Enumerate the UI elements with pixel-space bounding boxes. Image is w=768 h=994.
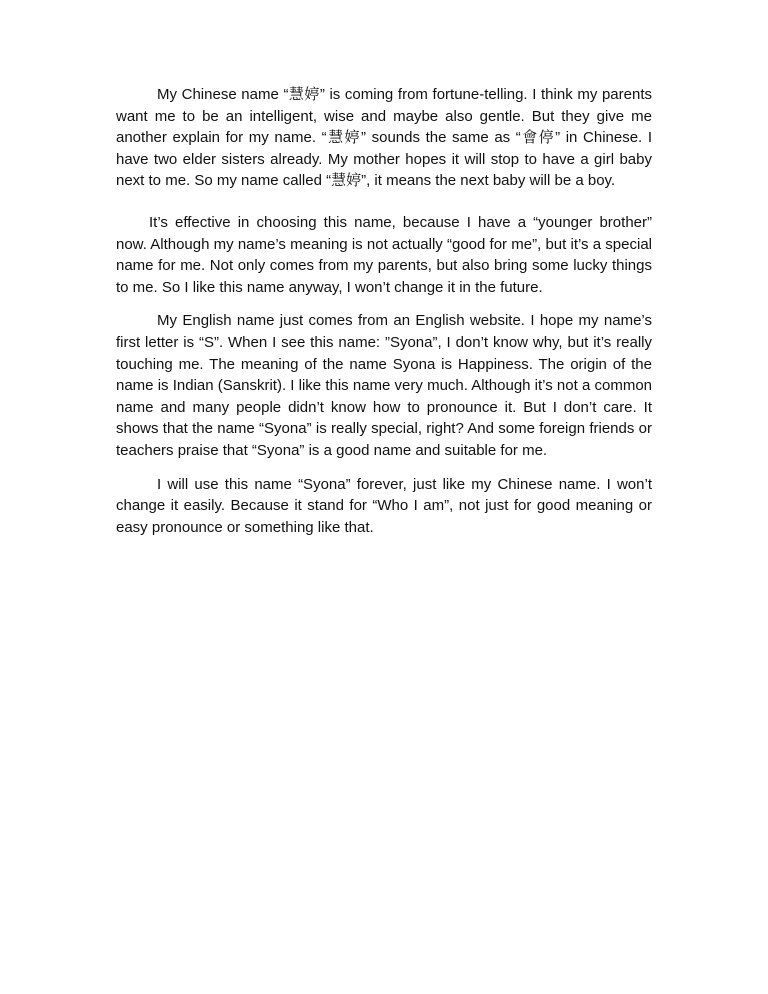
document-body xyxy=(116,84,652,538)
paragraph-english-name: My English name just comes from an English website. I hope my name’s first letter is “S”. When I see this name: ”Syona”, I don’t know why, but it’s really touching me. The meaning of the name Syona is Happiness. The origin of the name is Indian (Sanskrit). I like this name very much. Although it’s not a common name and many people didn’t know how to pronounce it. But I don’t care. It shows that the name “Syona” is really special, right? And some foreign friends or teachers praise that “Syona” is a good name and suitable for me. xyxy=(116,312,652,459)
paragraph-name-effect: It’s effective in choosing this name, because I have a “younger brother” now. Although my name’s meaning is not actually “good for me”, but it’s a special name for me. Not only comes from my parents, but also bring some lucky things to me. So I like this name anyway, I won’t change it in the future. xyxy=(116,213,652,296)
paragraph-chinese-name: My Chinese name “慧婷” is coming from fortune-telling. I think my parents want me to be an intelligent, wise and maybe also gentle. But they give me another explain for my name. “慧婷” sounds the same as “會停” in Chinese. I have two elder sisters already. My mother hopes it will stop to have a girl baby next to me. So my name called “慧婷”, it means the next baby will be a boy. xyxy=(116,86,652,190)
paragraph-conclusion: I will use this name “Syona” forever, just like my Chinese name. I won’t change it easily. Because it stand for “Who I am”, not just for good meaning or easy pronounce or something like that. xyxy=(116,475,652,536)
